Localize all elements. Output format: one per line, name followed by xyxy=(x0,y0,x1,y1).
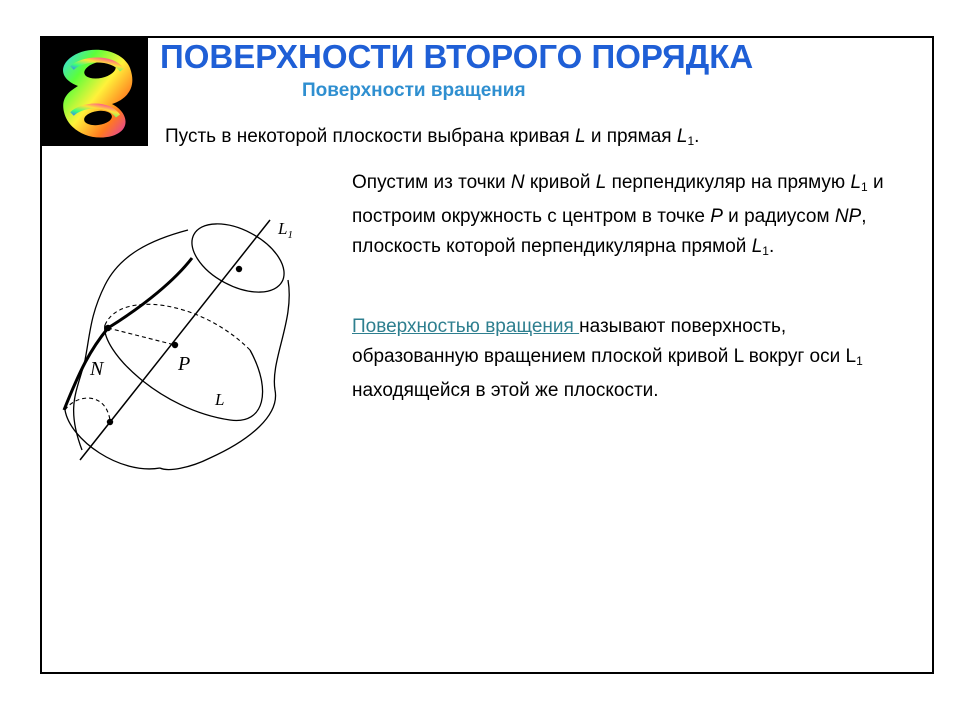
point-p-label: P xyxy=(178,353,191,375)
intro-text-middle: и прямая xyxy=(585,126,677,147)
line-symbol: L xyxy=(676,126,688,147)
line-symbol: L xyxy=(751,236,763,257)
line-symbol-subscript: 1 xyxy=(861,180,868,194)
top-point xyxy=(236,266,242,272)
point-n-label: N xyxy=(90,358,104,380)
bottom-point xyxy=(107,419,113,425)
radius-np-symbol: NP xyxy=(834,206,862,227)
point-p xyxy=(172,342,178,348)
bottom-circle-back xyxy=(65,398,110,420)
page-title: ПОВЕРХНОСТИ ВТОРОГО ПОРЯДКА xyxy=(160,38,754,75)
torus-surface-logo-icon xyxy=(42,38,148,146)
curve-symbol: L xyxy=(574,126,586,147)
intro-text-end: . xyxy=(694,126,700,147)
definition-text-2: находящейся в этой же плоскости. xyxy=(352,380,659,401)
definition-paragraph xyxy=(352,312,912,406)
construction-paragraph xyxy=(352,168,912,266)
line-symbol-subscript: 1 xyxy=(687,134,695,148)
section-subtitle: Поверхности вращения xyxy=(302,80,526,101)
construction-text-6: , плоскость которой перпендикулярна прямой xyxy=(352,206,867,257)
radius-np-line xyxy=(108,328,175,345)
surface-of-revolution-link[interactable]: Поверхностью вращения xyxy=(352,316,580,337)
construction-text-3: перпендикуляр на прямую xyxy=(606,172,851,193)
definition-text-1: называют поверхность, образованную вращением плоской кривой L вокруг оси L xyxy=(352,316,857,367)
construction-text-1: Опустим из точки xyxy=(352,172,511,193)
axis-label: $L_1$ xyxy=(278,219,293,241)
construction-text-7: . xyxy=(768,236,775,257)
curve-label: L xyxy=(215,390,225,409)
surface-outline-left xyxy=(74,230,191,450)
line-symbol-subscript: 1 xyxy=(762,244,769,258)
surface-of-revolution-diagram xyxy=(50,210,320,485)
line-symbol: L xyxy=(850,172,862,193)
intro-text xyxy=(165,126,699,148)
curve-symbol: L xyxy=(595,172,607,193)
point-n-symbol: N xyxy=(510,172,525,193)
generating-curve xyxy=(64,258,192,410)
point-p-symbol: P xyxy=(710,206,723,227)
construction-text-5: и радиусом xyxy=(722,206,835,227)
axis-subscript: 1 xyxy=(856,354,863,368)
construction-text-2: кривой xyxy=(524,172,596,193)
construction-text-4: и построим окружность с центром в точке xyxy=(352,172,884,227)
intro-text-start: Пусть в некоторой плоскости выбрана кривая xyxy=(165,126,575,147)
point-n xyxy=(105,325,111,331)
